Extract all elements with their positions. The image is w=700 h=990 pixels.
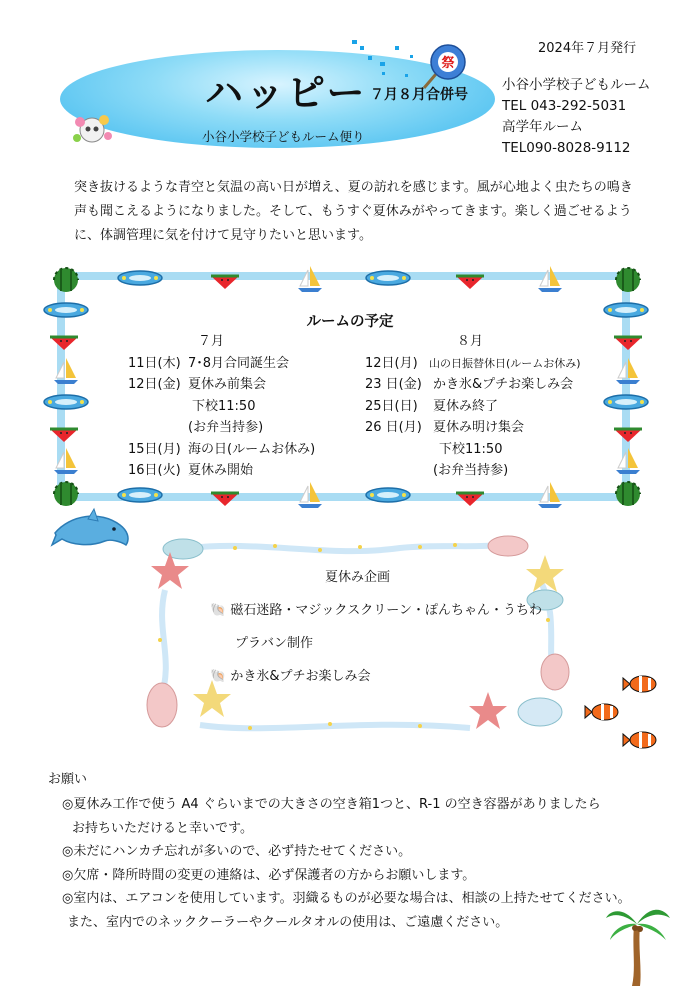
- entry-event: 夏休み開始: [188, 463, 254, 478]
- entry-event: 下校11:50: [192, 398, 256, 414]
- issue-label: ７月８月合併号: [370, 87, 468, 103]
- entry-date: 16日(火): [128, 463, 181, 478]
- entry-date: 12日(金): [128, 377, 181, 392]
- newsletter-title: ハッピー: [205, 71, 368, 115]
- notice-heading: お願い: [48, 772, 88, 787]
- entry-date: 26 日(月): [365, 420, 422, 435]
- july-header: ７月: [198, 334, 225, 349]
- contact-line: 高学年ルーム: [502, 119, 583, 135]
- entry-event: (お弁当持参): [433, 463, 509, 478]
- notice-line: お持ちいただけると幸いです。: [72, 820, 253, 836]
- entry-event: (お弁当持参): [188, 420, 264, 435]
- plan-text: 磁石迷路・マジックスクリーン・ぽんちゃん・うちわ: [230, 603, 542, 618]
- clownfish-icon: [623, 732, 656, 748]
- summer-plans-title: 夏休み企画: [325, 570, 391, 585]
- entry-event: かき氷&プチお楽しみ会: [433, 377, 574, 392]
- newsletter-org: 小谷小学校子どもルーム便り: [202, 129, 365, 144]
- notice-line: ◎室内は、エアコンを使用しています。羽織るものが必要な場合は、相談の上持たせてください。: [62, 891, 631, 906]
- entry-event: 夏休み終了: [433, 398, 499, 414]
- palm-tree-icon: [604, 898, 672, 986]
- seashell-icon: [541, 654, 569, 690]
- entry-event: 山の日振替休日(ルームお休み): [429, 356, 581, 370]
- summer-plan-item: [210, 599, 542, 618]
- fan-text: 祭: [441, 56, 455, 71]
- summer-plan-item: [210, 665, 370, 684]
- contact-line: TEL 043-292-5031: [502, 98, 627, 114]
- schedule-title: ルームの予定: [306, 314, 394, 330]
- issue-date: 2024年７月発行: [538, 41, 637, 56]
- entry-date: 12日(月): [365, 355, 418, 371]
- notice-line: ◎欠席・降所時間の変更の連絡は、必ず保護者の方からお願いします。: [62, 867, 476, 883]
- august-header: ８月: [457, 334, 484, 349]
- seashell-icon: [147, 683, 177, 727]
- plan-text: プラバン制作: [235, 636, 314, 651]
- entry-event: 夏休み明け集会: [433, 420, 525, 435]
- starfish-icon: [193, 680, 231, 717]
- clownfish-icon: [623, 676, 656, 692]
- starfish-icon: [469, 692, 507, 729]
- notice-line: ◎夏休み工作で使う A4 ぐらいまでの大きさの空き箱1つと、R-1 の空き容器がありましたら: [62, 797, 601, 812]
- contact-line: 小谷小学校子どもルーム: [502, 77, 651, 93]
- entry-date: 23 日(金): [365, 377, 422, 392]
- clownfish-group: [585, 672, 665, 757]
- plan-text: かき氷&プチお楽しみ会: [230, 669, 371, 684]
- notice-line: ◎未だにハンカチ忘れが多いので、必ず持たせてください。: [62, 844, 412, 859]
- entry-date: 15日(月): [128, 441, 181, 457]
- seashell-icon: 🐚: [210, 603, 227, 618]
- seashell-icon: [488, 536, 528, 556]
- entry-event: 下校11:50: [439, 441, 503, 457]
- notice-list: [62, 793, 631, 934]
- entry-event: 夏休み前集会: [188, 377, 267, 392]
- seashell-icon: [518, 698, 562, 726]
- notice-line: また、室内でのネッククーラーやクールタオルの使用は、ご遠慮ください。: [67, 914, 509, 930]
- entry-date: 11日(木): [128, 355, 181, 371]
- entry-event: 海の日(ルームお休み): [188, 441, 316, 457]
- entry-event: 7･8月合同誕生会: [188, 355, 290, 371]
- intro-paragraph: 突き抜けるような青空と気温の高い日が増え、夏の訪れを感じます。風が心地よく虫たちの鳴き声も聞こえるようになりました。そして、もうすぐ夏休みがやってきます。楽しく過ごせるように、体調管理に気を付けて見守りたいと思います。: [74, 180, 633, 243]
- entry-date: 25日(日): [365, 398, 418, 414]
- seashell-icon: 🐚: [210, 669, 227, 684]
- contact-line: TEL090-8028-9112: [502, 140, 631, 156]
- summer-plan-item: [235, 632, 313, 651]
- clownfish-icon: [585, 704, 618, 720]
